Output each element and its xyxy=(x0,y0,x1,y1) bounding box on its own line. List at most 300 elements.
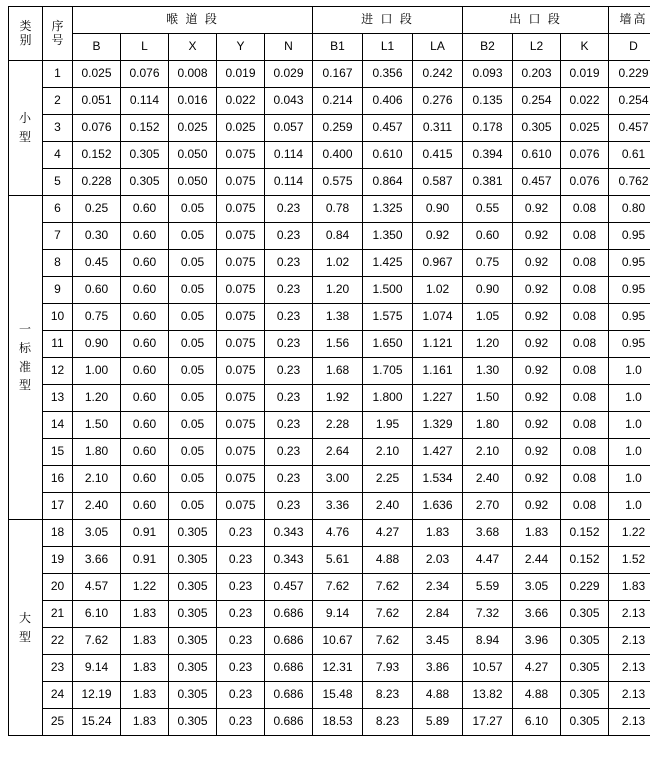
cell-D: 0.762 xyxy=(609,169,650,196)
cell-LA: 0.967 xyxy=(413,250,463,277)
row-sequence-number: 24 xyxy=(43,682,73,709)
cell-L2: 1.83 xyxy=(513,520,561,547)
header-group-3: 出 口 段 xyxy=(463,7,609,34)
cell-X: 0.305 xyxy=(169,520,217,547)
cell-K: 0.152 xyxy=(561,520,609,547)
cell-L1: 0.406 xyxy=(363,88,413,115)
header-category-label xyxy=(9,7,43,61)
cell-LA: 1.427 xyxy=(413,439,463,466)
cell-B: 2.40 xyxy=(73,493,121,520)
cell-X: 0.05 xyxy=(169,385,217,412)
cell-N: 0.23 xyxy=(265,250,313,277)
cell-L: 1.83 xyxy=(121,628,169,655)
cell-X: 0.05 xyxy=(169,223,217,250)
table-row xyxy=(9,466,650,493)
cell-D: 1.52 xyxy=(609,547,650,574)
table-row xyxy=(9,115,650,142)
row-sequence-number: 18 xyxy=(43,520,73,547)
cell-N: 0.23 xyxy=(265,466,313,493)
cell-D: 0.95 xyxy=(609,250,650,277)
cell-D: 1.0 xyxy=(609,466,650,493)
cell-L2: 3.96 xyxy=(513,628,561,655)
cell-LA: 1.074 xyxy=(413,304,463,331)
cell-B: 7.62 xyxy=(73,628,121,655)
cell-L1: 4.88 xyxy=(363,547,413,574)
cell-B1: 0.400 xyxy=(313,142,363,169)
cell-B: 6.10 xyxy=(73,601,121,628)
cell-B1: 0.575 xyxy=(313,169,363,196)
cell-L: 0.60 xyxy=(121,358,169,385)
cell-B1: 12.31 xyxy=(313,655,363,682)
row-sequence-number: 5 xyxy=(43,169,73,196)
cell-K: 0.08 xyxy=(561,412,609,439)
cell-L2: 0.92 xyxy=(513,277,561,304)
cell-D: 1.0 xyxy=(609,493,650,520)
cell-Y: 0.075 xyxy=(217,331,265,358)
cell-Y: 0.019 xyxy=(217,61,265,88)
cell-D: 0.229 xyxy=(609,61,650,88)
cell-B1: 3.00 xyxy=(313,466,363,493)
cell-LA: 3.86 xyxy=(413,655,463,682)
table-row xyxy=(9,412,650,439)
cell-L: 0.60 xyxy=(121,277,169,304)
cell-L: 0.60 xyxy=(121,439,169,466)
cell-X: 0.050 xyxy=(169,169,217,196)
cell-L: 1.83 xyxy=(121,601,169,628)
cell-N: 0.23 xyxy=(265,358,313,385)
cell-X: 0.05 xyxy=(169,304,217,331)
cell-K: 0.08 xyxy=(561,277,609,304)
cell-K: 0.022 xyxy=(561,88,609,115)
cell-Y: 0.075 xyxy=(217,358,265,385)
cell-B2: 13.82 xyxy=(463,682,513,709)
cell-Y: 0.23 xyxy=(217,682,265,709)
cell-Y: 0.23 xyxy=(217,628,265,655)
header-column-2: L xyxy=(121,34,169,61)
cell-D: 0.61 xyxy=(609,142,650,169)
cell-B: 0.30 xyxy=(73,223,121,250)
cell-LA: 0.242 xyxy=(413,61,463,88)
table-row xyxy=(9,655,650,682)
row-sequence-number: 15 xyxy=(43,439,73,466)
cell-D: 0.95 xyxy=(609,223,650,250)
cell-B2: 1.30 xyxy=(463,358,513,385)
cell-L1: 1.325 xyxy=(363,196,413,223)
cell-N: 0.23 xyxy=(265,331,313,358)
cell-LA: 0.311 xyxy=(413,115,463,142)
cell-K: 0.08 xyxy=(561,250,609,277)
cell-L: 0.60 xyxy=(121,466,169,493)
cell-B1: 0.78 xyxy=(313,196,363,223)
cell-X: 0.305 xyxy=(169,682,217,709)
cell-B: 12.19 xyxy=(73,682,121,709)
cell-L2: 3.66 xyxy=(513,601,561,628)
table-row xyxy=(9,304,650,331)
cell-LA: 2.03 xyxy=(413,547,463,574)
cell-L: 0.91 xyxy=(121,547,169,574)
header-column-4: Y xyxy=(217,34,265,61)
row-sequence-number: 7 xyxy=(43,223,73,250)
cell-L1: 2.10 xyxy=(363,439,413,466)
cell-L2: 0.457 xyxy=(513,169,561,196)
cell-B: 3.05 xyxy=(73,520,121,547)
header-group-2: 进 口 段 xyxy=(313,7,463,34)
row-sequence-number: 21 xyxy=(43,601,73,628)
cell-D: 2.13 xyxy=(609,655,650,682)
cell-X: 0.05 xyxy=(169,412,217,439)
cell-L2: 0.254 xyxy=(513,88,561,115)
cell-L1: 7.93 xyxy=(363,655,413,682)
cell-B2: 1.05 xyxy=(463,304,513,331)
cell-B2: 1.80 xyxy=(463,412,513,439)
table-row xyxy=(9,331,650,358)
table-row xyxy=(9,169,650,196)
cell-N: 0.686 xyxy=(265,709,313,736)
cell-L1: 8.23 xyxy=(363,709,413,736)
cell-D: 2.13 xyxy=(609,628,650,655)
cell-N: 0.686 xyxy=(265,682,313,709)
cell-L: 1.83 xyxy=(121,709,169,736)
cell-D: 0.95 xyxy=(609,277,650,304)
cell-Y: 0.075 xyxy=(217,493,265,520)
cell-LA: 0.90 xyxy=(413,196,463,223)
cell-B: 3.66 xyxy=(73,547,121,574)
cell-X: 0.05 xyxy=(169,277,217,304)
cell-N: 0.686 xyxy=(265,628,313,655)
cell-L: 0.114 xyxy=(121,88,169,115)
header-column-1: B xyxy=(73,34,121,61)
cell-Y: 0.23 xyxy=(217,601,265,628)
row-sequence-number: 8 xyxy=(43,250,73,277)
table-row xyxy=(9,88,650,115)
table-row xyxy=(9,682,650,709)
cell-L2: 4.88 xyxy=(513,682,561,709)
cell-N: 0.23 xyxy=(265,196,313,223)
cell-B1: 3.36 xyxy=(313,493,363,520)
cell-D: 2.13 xyxy=(609,682,650,709)
cell-B2: 0.178 xyxy=(463,115,513,142)
cell-B1: 0.259 xyxy=(313,115,363,142)
cell-LA: 2.84 xyxy=(413,601,463,628)
cell-B: 1.50 xyxy=(73,412,121,439)
cell-D: 1.0 xyxy=(609,412,650,439)
cell-X: 0.305 xyxy=(169,574,217,601)
cell-X: 0.305 xyxy=(169,709,217,736)
cell-B2: 3.68 xyxy=(463,520,513,547)
category-label-char: 准 xyxy=(18,359,32,374)
cell-X: 0.305 xyxy=(169,655,217,682)
cell-K: 0.305 xyxy=(561,628,609,655)
cell-L1: 0.864 xyxy=(363,169,413,196)
row-sequence-number: 10 xyxy=(43,304,73,331)
cell-L1: 1.500 xyxy=(363,277,413,304)
cell-L: 0.60 xyxy=(121,196,169,223)
cell-K: 0.229 xyxy=(561,574,609,601)
cell-X: 0.05 xyxy=(169,250,217,277)
cell-B2: 7.32 xyxy=(463,601,513,628)
row-sequence-number: 6 xyxy=(43,196,73,223)
cell-L1: 8.23 xyxy=(363,682,413,709)
cell-B2: 5.59 xyxy=(463,574,513,601)
cell-LA: 1.534 xyxy=(413,466,463,493)
cell-K: 0.025 xyxy=(561,115,609,142)
cell-LA: 3.45 xyxy=(413,628,463,655)
header-category-label-line: 类 xyxy=(19,18,32,33)
cell-K: 0.305 xyxy=(561,601,609,628)
table-row xyxy=(9,439,650,466)
cell-K: 0.152 xyxy=(561,547,609,574)
cell-B1: 1.92 xyxy=(313,385,363,412)
header-column-5: N xyxy=(265,34,313,61)
row-sequence-number: 16 xyxy=(43,466,73,493)
row-sequence-number: 19 xyxy=(43,547,73,574)
cell-K: 0.019 xyxy=(561,61,609,88)
row-sequence-number: 14 xyxy=(43,412,73,439)
cell-B1: 1.56 xyxy=(313,331,363,358)
table-row xyxy=(9,709,650,736)
cell-B1: 0.214 xyxy=(313,88,363,115)
header-sequence-label-line: 号 xyxy=(51,32,64,47)
category-label-char: 小 xyxy=(18,111,32,126)
cell-B2: 1.20 xyxy=(463,331,513,358)
cell-L1: 7.62 xyxy=(363,574,413,601)
cell-Y: 0.075 xyxy=(217,385,265,412)
cell-Y: 0.075 xyxy=(217,223,265,250)
header-column-9: B2 xyxy=(463,34,513,61)
header-column-12: D xyxy=(609,34,650,61)
cell-L: 0.305 xyxy=(121,142,169,169)
cell-B2: 2.70 xyxy=(463,493,513,520)
cell-L2: 0.203 xyxy=(513,61,561,88)
row-sequence-number: 4 xyxy=(43,142,73,169)
header-category-label-line: 别 xyxy=(19,32,32,47)
category-label-char: 型 xyxy=(18,130,32,144)
cell-K: 0.08 xyxy=(561,358,609,385)
cell-L: 1.83 xyxy=(121,682,169,709)
header-sequence-label xyxy=(43,7,73,61)
cell-B: 0.45 xyxy=(73,250,121,277)
cell-L1: 0.356 xyxy=(363,61,413,88)
cell-D: 0.95 xyxy=(609,331,650,358)
table-row xyxy=(9,574,650,601)
table-row xyxy=(9,520,650,547)
header-column-7: L1 xyxy=(363,34,413,61)
table-row xyxy=(9,547,650,574)
cell-B: 15.24 xyxy=(73,709,121,736)
cell-B1: 0.167 xyxy=(313,61,363,88)
row-sequence-number: 22 xyxy=(43,628,73,655)
cell-Y: 0.23 xyxy=(217,709,265,736)
cell-L1: 2.25 xyxy=(363,466,413,493)
cell-Y: 0.075 xyxy=(217,169,265,196)
cell-L2: 0.92 xyxy=(513,250,561,277)
cell-K: 0.08 xyxy=(561,304,609,331)
cell-B1: 1.38 xyxy=(313,304,363,331)
cell-B: 1.80 xyxy=(73,439,121,466)
cell-L1: 1.575 xyxy=(363,304,413,331)
cell-D: 2.13 xyxy=(609,709,650,736)
cell-L: 0.152 xyxy=(121,115,169,142)
cell-B1: 2.28 xyxy=(313,412,363,439)
cell-L2: 0.92 xyxy=(513,439,561,466)
cell-LA: 5.89 xyxy=(413,709,463,736)
cell-N: 0.057 xyxy=(265,115,313,142)
cell-L2: 0.305 xyxy=(513,115,561,142)
cell-LA: 0.92 xyxy=(413,223,463,250)
table-row xyxy=(9,628,650,655)
cell-B2: 0.55 xyxy=(463,196,513,223)
cell-B2: 0.394 xyxy=(463,142,513,169)
cell-LA: 1.161 xyxy=(413,358,463,385)
cell-K: 0.08 xyxy=(561,466,609,493)
cell-B1: 2.64 xyxy=(313,439,363,466)
cell-L1: 0.610 xyxy=(363,142,413,169)
cell-L: 0.60 xyxy=(121,331,169,358)
header-column-10: L2 xyxy=(513,34,561,61)
cell-N: 0.23 xyxy=(265,412,313,439)
cell-K: 0.08 xyxy=(561,385,609,412)
category-label-char: 大 xyxy=(18,610,32,625)
cell-L2: 0.92 xyxy=(513,493,561,520)
cell-B: 0.051 xyxy=(73,88,121,115)
row-sequence-number: 23 xyxy=(43,655,73,682)
cell-N: 0.686 xyxy=(265,655,313,682)
cell-B2: 0.135 xyxy=(463,88,513,115)
cell-L: 0.305 xyxy=(121,169,169,196)
cell-X: 0.016 xyxy=(169,88,217,115)
cell-N: 0.114 xyxy=(265,169,313,196)
row-sequence-number: 20 xyxy=(43,574,73,601)
cell-L2: 0.92 xyxy=(513,196,561,223)
cell-X: 0.305 xyxy=(169,547,217,574)
cell-N: 0.23 xyxy=(265,439,313,466)
cell-B2: 0.75 xyxy=(463,250,513,277)
cell-B1: 15.48 xyxy=(313,682,363,709)
cell-B2: 4.47 xyxy=(463,547,513,574)
cell-K: 0.08 xyxy=(561,196,609,223)
cell-L: 0.60 xyxy=(121,304,169,331)
cell-X: 0.305 xyxy=(169,601,217,628)
cell-L1: 1.95 xyxy=(363,412,413,439)
cell-N: 0.23 xyxy=(265,385,313,412)
cell-L2: 0.92 xyxy=(513,304,561,331)
cell-L: 1.22 xyxy=(121,574,169,601)
cell-B1: 5.61 xyxy=(313,547,363,574)
cell-L2: 0.610 xyxy=(513,142,561,169)
header-column-6: B1 xyxy=(313,34,363,61)
cell-L1: 1.650 xyxy=(363,331,413,358)
cell-L: 0.60 xyxy=(121,385,169,412)
cell-L2: 0.92 xyxy=(513,385,561,412)
cell-X: 0.05 xyxy=(169,331,217,358)
cell-Y: 0.025 xyxy=(217,115,265,142)
cell-B2: 8.94 xyxy=(463,628,513,655)
cell-B1: 4.76 xyxy=(313,520,363,547)
cell-X: 0.05 xyxy=(169,439,217,466)
cell-B1: 1.20 xyxy=(313,277,363,304)
row-sequence-number: 12 xyxy=(43,358,73,385)
row-sequence-number: 11 xyxy=(43,331,73,358)
cell-N: 0.686 xyxy=(265,601,313,628)
category-cell-1 xyxy=(9,61,43,196)
cell-L1: 7.62 xyxy=(363,601,413,628)
cell-N: 0.043 xyxy=(265,88,313,115)
cell-X: 0.008 xyxy=(169,61,217,88)
cell-B2: 1.50 xyxy=(463,385,513,412)
cell-L1: 0.457 xyxy=(363,115,413,142)
cell-Y: 0.075 xyxy=(217,142,265,169)
cell-Y: 0.075 xyxy=(217,277,265,304)
cell-LA: 0.587 xyxy=(413,169,463,196)
row-sequence-number: 13 xyxy=(43,385,73,412)
row-sequence-number: 1 xyxy=(43,61,73,88)
cell-D: 1.83 xyxy=(609,574,650,601)
cell-B1: 1.02 xyxy=(313,250,363,277)
cell-LA: 1.329 xyxy=(413,412,463,439)
cell-X: 0.05 xyxy=(169,466,217,493)
cell-N: 0.23 xyxy=(265,277,313,304)
cell-L: 0.60 xyxy=(121,493,169,520)
cell-B2: 0.381 xyxy=(463,169,513,196)
cell-N: 0.23 xyxy=(265,304,313,331)
cell-K: 0.305 xyxy=(561,682,609,709)
cell-LA: 1.83 xyxy=(413,520,463,547)
category-label-char: 型 xyxy=(18,629,32,644)
row-sequence-number: 17 xyxy=(43,493,73,520)
cell-Y: 0.075 xyxy=(217,466,265,493)
cell-Y: 0.022 xyxy=(217,88,265,115)
cell-L1: 1.350 xyxy=(363,223,413,250)
table-row xyxy=(9,223,650,250)
cell-B: 0.60 xyxy=(73,277,121,304)
cell-B1: 18.53 xyxy=(313,709,363,736)
cell-L2: 2.44 xyxy=(513,547,561,574)
cell-L2: 0.92 xyxy=(513,331,561,358)
table-row xyxy=(9,61,650,88)
table-row xyxy=(9,385,650,412)
table-row xyxy=(9,358,650,385)
cell-Y: 0.075 xyxy=(217,196,265,223)
cell-D: 1.22 xyxy=(609,520,650,547)
row-sequence-number: 2 xyxy=(43,88,73,115)
cell-X: 0.025 xyxy=(169,115,217,142)
cell-N: 0.114 xyxy=(265,142,313,169)
cell-X: 0.05 xyxy=(169,358,217,385)
cell-L2: 0.92 xyxy=(513,358,561,385)
cell-B1: 7.62 xyxy=(313,574,363,601)
cell-Y: 0.23 xyxy=(217,655,265,682)
cell-L: 0.91 xyxy=(121,520,169,547)
cell-L: 0.60 xyxy=(121,412,169,439)
cell-B: 0.75 xyxy=(73,304,121,331)
header-sequence-label-line: 序 xyxy=(51,18,64,33)
cell-B: 0.90 xyxy=(73,331,121,358)
category-label-char: 型 xyxy=(18,378,32,393)
cell-B2: 2.10 xyxy=(463,439,513,466)
cell-D: 0.95 xyxy=(609,304,650,331)
cell-D: 0.254 xyxy=(609,88,650,115)
row-sequence-number: 25 xyxy=(43,709,73,736)
table-row xyxy=(9,601,650,628)
cell-K: 0.076 xyxy=(561,169,609,196)
cell-B2: 17.27 xyxy=(463,709,513,736)
cell-L: 0.60 xyxy=(121,250,169,277)
table-row xyxy=(9,250,650,277)
cell-L: 1.83 xyxy=(121,655,169,682)
cell-L2: 0.92 xyxy=(513,466,561,493)
cell-B: 4.57 xyxy=(73,574,121,601)
cell-B2: 0.093 xyxy=(463,61,513,88)
